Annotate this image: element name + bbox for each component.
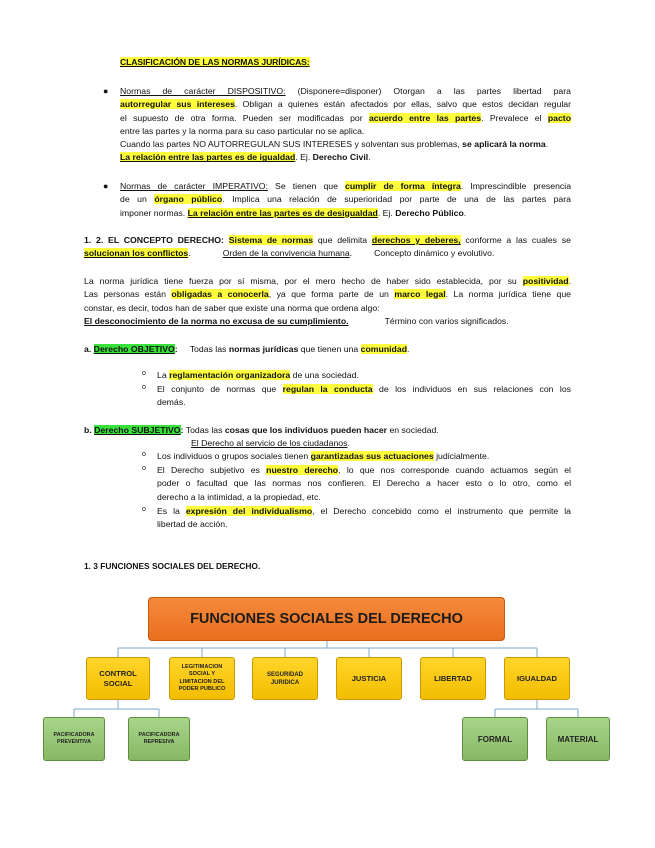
highlight: marco legal xyxy=(394,289,446,300)
text: . xyxy=(347,438,350,448)
highlight: reglamentación organizadora xyxy=(169,370,291,380)
text: . Prevalece el xyxy=(481,112,548,123)
text: normas jurídicas xyxy=(228,344,299,354)
highlight: derechos y deberes, xyxy=(371,235,461,245)
text: . Ej. xyxy=(377,207,396,218)
highlight: Sistema de normas xyxy=(228,235,314,245)
text: . xyxy=(368,152,371,163)
highlight: pacto xyxy=(547,112,571,123)
node-seguridad: SEGURIDAD JURIDICA xyxy=(252,657,318,700)
text: El Derecho al servicio de los ciudadanos xyxy=(191,438,348,448)
node-formal: FORMAL xyxy=(462,717,528,761)
text: derecho a la intimidad, a la propiedad, etc. xyxy=(157,491,321,502)
text: imponer normas. xyxy=(120,207,188,218)
highlight: acuerdo entre las partes xyxy=(368,112,482,123)
highlight: Derecho SUBJETIVO xyxy=(94,425,181,435)
highlight: comunidad xyxy=(360,344,408,354)
text: que delimita xyxy=(313,235,372,245)
text: . xyxy=(349,248,353,259)
text: a. xyxy=(84,344,94,354)
diagram-root: FUNCIONES SOCIALES DEL DERECHO xyxy=(148,597,505,641)
circle-bullet-icon: o xyxy=(142,451,146,458)
circle-bullet-icon: o xyxy=(142,465,146,472)
text: . xyxy=(568,276,571,286)
text: . Imprescindible presencia xyxy=(460,181,572,191)
text: de una sociedad. xyxy=(290,370,359,380)
text: : xyxy=(180,425,184,435)
text: de los individuos en sus relaciones con los xyxy=(372,384,572,394)
text: El Derecho subjetivo es xyxy=(157,465,267,475)
text: judicialmente. xyxy=(433,451,490,461)
highlight: Derecho OBJETIVO xyxy=(93,344,175,354)
text: b. xyxy=(84,425,95,435)
text: Es la xyxy=(157,506,186,516)
text: que tienen una xyxy=(298,344,361,354)
highlight: cumplir de forma íntegra xyxy=(345,181,461,191)
text: de un xyxy=(120,194,155,205)
highlight: obligadas a conocerla xyxy=(171,289,269,300)
text: Orden de la convivencia humana xyxy=(222,248,350,259)
text: Los individuos o grupos sociales tienen xyxy=(157,451,311,461)
highlight: autorregular sus intereses xyxy=(120,99,235,110)
highlight: regulan la conducta xyxy=(282,384,373,394)
text: se aplicará la norma xyxy=(462,139,546,150)
text: La xyxy=(157,370,170,380)
node-material: MATERIAL xyxy=(546,717,610,761)
node-justicia: JUSTICIA xyxy=(336,657,402,700)
text: . xyxy=(463,207,467,218)
text: Concepto dinámico y evolutivo. xyxy=(374,248,495,259)
text: Todas las xyxy=(183,425,225,435)
highlight: expresión del individualismo xyxy=(185,506,313,516)
text: Cuando las partes NO AUTORREGULAN SUS INTERESES y solventan sus problemas, xyxy=(120,139,463,150)
circle-bullet-icon: o xyxy=(142,370,146,377)
text: demás. xyxy=(157,397,186,408)
text: Las personas están xyxy=(84,289,172,300)
text: Derecho Público xyxy=(395,207,464,218)
text: libertad de acción. xyxy=(157,519,228,530)
highlight: órgano público xyxy=(154,194,223,205)
text: cosas que los individuos pueden hacer xyxy=(224,425,388,435)
text: , lo que nos corresponde cuando actuamos según el xyxy=(338,465,571,475)
text: Derecho Civil xyxy=(312,152,369,163)
node-libertad: LIBERTAD xyxy=(420,657,486,700)
text: (Disponere=disponer) Otorgan a las partes libertad para xyxy=(285,86,571,96)
funciones-heading: 1. 3 FUNCIONES SOCIALES DEL DERECHO. xyxy=(84,561,261,571)
dispositivo-heading: Normas de carácter DISPOSITIVO: xyxy=(120,86,286,96)
text: . xyxy=(407,344,410,354)
text: : xyxy=(174,344,178,354)
page-title: CLASIFICACIÓN DE LAS NORMAS JURÍDICAS: xyxy=(120,57,310,67)
bullet-icon: ● xyxy=(103,86,109,96)
circle-bullet-icon: o xyxy=(142,384,146,391)
text: . xyxy=(188,248,191,259)
highlight: positividad xyxy=(522,276,569,286)
node-legitimacion: LEGITIMACION SOCIAL Y LIMITACION DEL PODER PUBLICO xyxy=(169,657,235,700)
text: El desconocimiento de la norma no excusa de su cumplimiento. xyxy=(84,315,349,326)
text: conforme a las cuales se xyxy=(460,235,571,245)
text: . Obligan a quienes están afectados por ellas, salvo que estos decidan regular xyxy=(234,99,571,110)
text: , ya que forma parte de un xyxy=(268,289,395,300)
highlight: La relación entre las partes es de desigualdad xyxy=(187,207,378,218)
highlight: garantizadas sus actuaciones xyxy=(310,451,434,461)
imperativo-heading: Normas de carácter IMPERATIVO: xyxy=(120,181,268,191)
text: constar, es decir, todos han de saber que existe una norma que ordena algo: xyxy=(84,302,380,313)
node-pacificadora-represiva: PACIFICADORA REPRESIVA xyxy=(128,717,190,761)
section-heading: 1. 2. EL CONCEPTO DERECHO: xyxy=(84,235,229,245)
highlight: solucionan los conflictos xyxy=(84,248,189,259)
node-control-social: CONTROL SOCIAL xyxy=(86,657,150,700)
text: El conjunto de normas que xyxy=(157,384,283,394)
text: Se tienen que xyxy=(267,181,346,191)
text: Término con varios significados. xyxy=(384,315,509,326)
text: . xyxy=(545,139,549,150)
text: el supuesto de otra forma. Pueden ser modificadas por xyxy=(120,112,369,123)
text: Todas las xyxy=(189,344,229,354)
text: , el Derecho concebido como el instrumento que permite la xyxy=(312,506,571,516)
text: poder o facultad que las normas nos confieren. El Derecho a hacer esto o lo otro, como el xyxy=(157,478,571,489)
node-pacificadora-preventiva: PACIFICADORA PREVENTIVA xyxy=(43,717,105,761)
text: entre las partes y la norma para su caso particular no se aplica. xyxy=(120,125,365,136)
text: . Ej. xyxy=(295,152,313,163)
highlight: nuestro derecho xyxy=(266,465,339,475)
text: . Implica una relación de superioridad por parte de una de las partes para xyxy=(222,194,571,205)
text: en sociedad. xyxy=(387,425,439,435)
circle-bullet-icon: o xyxy=(142,506,146,513)
text: . La norma jurídica tiene que xyxy=(445,289,572,300)
bullet-icon: ● xyxy=(103,181,109,191)
text: La norma jurídica tiene fuerza por sí misma, por el mero hecho de haber sido establecida, por su xyxy=(84,276,523,286)
highlight: La relación entre las partes es de igualdad xyxy=(120,152,296,163)
node-igualdad: IGUALDAD xyxy=(504,657,570,700)
